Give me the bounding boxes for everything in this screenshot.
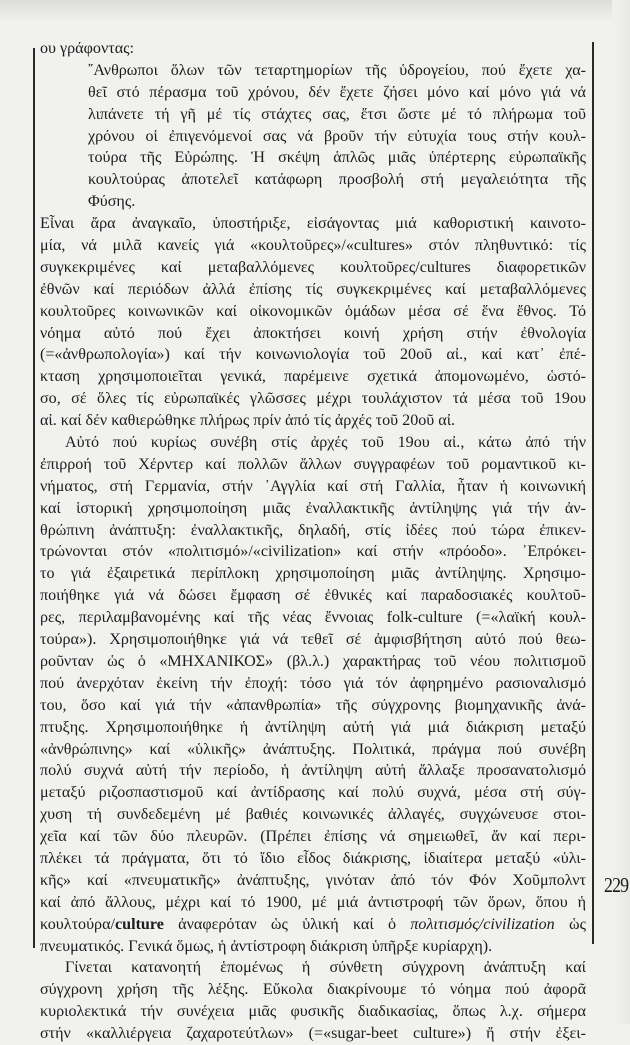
text-line: θεῖ στό πέρασμα τοῦ χρόνου, δέν ἔχετε ζήσει μόνο καί μόνο γιά νά [88,83,586,101]
text-line: κυριολεκτικά τήν συνέχεια μιᾶς φυσικῆς διαδικασίας, ὅπως λ.χ. σήμερα [40,1003,586,1021]
text-line: ρες, περιλαμβανομένης καί τῆς νέας ἔννοιας folk-culture (=«λαϊκή κουλ- [40,609,586,627]
text-line: καί ἀπό ἄλλους, μέχρι καί τό 1900, μέ μιά ἀντιστροφή τῶν ὅρων, ὅπου ἡ [40,893,586,911]
text-line: Γίνεται κατανοητή ἑπομένως ἡ σύνθετη σύγχρονη ἀνάπτυξη καί [65,959,586,977]
page-number: 229 [604,873,629,897]
left-margin-rule [33,48,35,948]
text-line: του, ὅσο καί γιά τήν «ἀπανθρωπία» τῆς σύγχρονης βιομηχανικῆς ἀνά- [40,696,586,714]
text-line: τρώνονται στόν «πολιτισμό»/«civilization» καί στήν «πρόοδο». ᾽Επρόκει- [40,543,586,561]
body-text [40,38,586,1045]
text-line: Εἶναι ἄρα ἀναγκαῖο, ὑποστήριξε, εἰσάγοντας μιά καθοριστική καινοτο- [40,215,586,233]
text-line: πού ἀνερχόταν ἐκείνη τήν ἐποχή: τόσο γιά τόν ἀφηρημένο ρασιοναλισμό [40,674,586,692]
scan-top-shadow [0,0,630,22]
text-line: σύγχρονη χρήση τῆς λέξης. Εὔκολα διακρίνουμε τό νόημα πού ἀφορᾶ [40,981,586,999]
text-run-normal: ἀναφερόταν ὡς ὑλική καί ὁ [163,915,411,933]
text-line: θρώπινη ἀνάπτυξη: ἐναλλακτικῆς, δηλαδή, στίς ἰδέες πού τώρα ἐπικεν- [40,521,586,539]
text-run-italic: πολιτισμός/civilization [410,915,555,933]
text-line: κουλτούρας ἀποτελεῖ κατάφωρη προσβολή στή μεγαλειότητα τῆς [88,171,586,189]
text-line: ροῦνταν ὡς ὁ «ΜΗΧΑΝΙΚΟΣ» (βλ.λ.) χαρακτήρας τοῦ νέου πολιτισμοῦ [40,652,586,670]
scan-right-shadow [612,0,630,1024]
text-line: χυση τή συνδεδεμένη μέ βαθιές κοινωνικές ἀλλαγές, συγχώνευσε στοι- [40,806,586,824]
text-line: ἐθνῶν καί περιόδων ἀλλά ἐπίσης τίς συγκεκριμένες καί μεταβαλλόμενες [40,280,586,298]
text-line: (=«ἀνθρωπολογία») καί τήν κοινωνιολογία τοῦ 20οῦ αἰ., καί κατ᾽ ἐπέ- [40,346,586,364]
text-line: λιπάνετε τή γῆ μέ τίς στάχτες σας, ἔτσι ὥστε μέ τό πλήρωμα τοῦ [88,105,586,123]
text-line: μία, νά μιλᾶ κανείς γιά «κουλτοῦρες»/«cultures» στόν πληθυντικό: τίς [40,237,586,255]
text-line: νόημα αὐτό πού ἔχει ἀποκτήσει κοινή χρήση στήν ἐθνολογία [40,324,586,342]
text-run-normal: ὡς [554,915,586,933]
text-line: πλέκει τά πράγματα, ὅτι τό ἴδιο εἶδος διάκρισης, ἰδιαίτερα μεταξύ «ὑλι- [40,849,586,867]
text-line: τούρα τῆς Εὐρώπης. Ἡ σκέψη ἁπλῶς μιᾶς ὑπέρτερης εὐρωπαϊκῆς [88,149,586,167]
text-line: κταση χρησιμοποιεῖται γενικά, παρέμεινε σχετικά ἀπομονωμένο, ὡστό- [40,368,586,386]
text-line: ποιήθηκε γιά νά δώσει ἔμφαση σέ ἐθνικές καί παραδοσιακές κουλτοῦ- [40,587,586,605]
text-line: ἐπιρροή τοῦ Χέρντερ καί πολλῶν ἄλλων συγγραφέων τοῦ ρομαντικοῦ κι- [40,455,586,473]
text-line: σο, σέ ὅλες τίς εὐρωπαϊκές γλῶσσες μέχρι τουλάχιστον τά μέσα τοῦ 19ου [40,390,586,408]
text-line: πνευματικός. Γενικά ὅμως, ἡ ἀντίστροφη διάκριση ὑπῆρξε κυρίαρχη). [40,937,493,955]
text-line: αἰ. καί δέν καθιερώθηκε πλήρως πρίν ἀπό τίς ἀρχές τοῦ 20οῦ αἰ. [40,412,456,430]
text-line: χρόνου οἱ ἐπιγενόμενοί σας νά βροῦν τήν εὐτυχία τους στήν κουλ- [88,127,586,145]
text-run-bold: culture [115,915,164,933]
text-line: πολύ συχνά αὐτή τήν περίοδο, ἡ ἀντίληψη αὐτή ἄλλαξε προσανατολισμό [40,762,586,780]
text-line: στήν «καλλιέργεια ζαχαροτεύτλων» (=«sugar-beet culture») ἤ στήν ἐξει- [40,1025,586,1043]
text-line: Φύσης. [88,193,136,211]
text-line: το γιά ἐξαιρετικά περίπλοκη χρησιμοποίηση μιᾶς ἀντίληψης. Χρησιμο- [40,565,586,583]
text-line: κῆς» καί «πνευματικῆς» ἀνάπτυξης, γινόταν ἀπό τόν Φόν Χοῦμπολντ [40,871,586,889]
text-line: τούρα»). Χρησιμοποιήθηκε γιά νά τεθεῖ σέ ἀμφισβήτηση αὐτό πού θεω- [40,631,586,649]
text-line: Αὐτό πού κυρίως συνέβη στίς ἀρχές τοῦ 19ου αἰ., κάτω ἀπό τήν [65,434,586,452]
text-line: πτυξης. Χρησιμοποιήθηκε ἡ ἀντίληψη αὐτή γιά μιά διάκριση μεταξύ [40,718,586,736]
text-line: ῎Ανθρωποι ὅλων τῶν τεταρτημορίων τῆς ὑδρογείου, πού ἔχετε χα- [88,61,586,79]
text-line: συγκεκριμένες καί μεταβαλλόμενες κουλτοῦρες/cultures διαφορετικῶν [40,258,586,276]
text-line: «ἀνθρώπινης» καί «ὑλικῆς» ἀνάπτυξης. Πολιτικά, πράγμα πού συνέβη [40,740,586,758]
text-line: μεταξύ ριζοσπαστισμοῦ καί ἀντίδρασης καί πολύ συχνά, μέσα στή σύγ- [40,784,586,802]
text-line: καί ἱστορική χρησιμοποίηση μιᾶς ἐναλλακτικῆς ἀντίληψης γιά τήν ἀν- [40,499,586,517]
text-run-normal: κουλτούρα/ [40,915,115,933]
text-line [40,914,586,936]
text-line: χεῖα καί τῶν δύο πλευρῶν. (Πρέπει ἐπίσης νά σημειωθεῖ, ἄν καί περι- [40,828,586,846]
right-margin-rule [592,42,594,944]
text-line: νήματος, στή Γερμανία, στήν ᾽Αγγλία καί στή Γαλλία, ἦταν ἡ κοινωνική [40,477,586,495]
text-line: κουλτοῦρες κοινωνικῶν καί οἰκονομικῶν ὁμάδων μέσα σέ ἕνα ἔθνος. Τό [40,302,586,320]
text-line: ου γράφοντας: [40,40,134,57]
